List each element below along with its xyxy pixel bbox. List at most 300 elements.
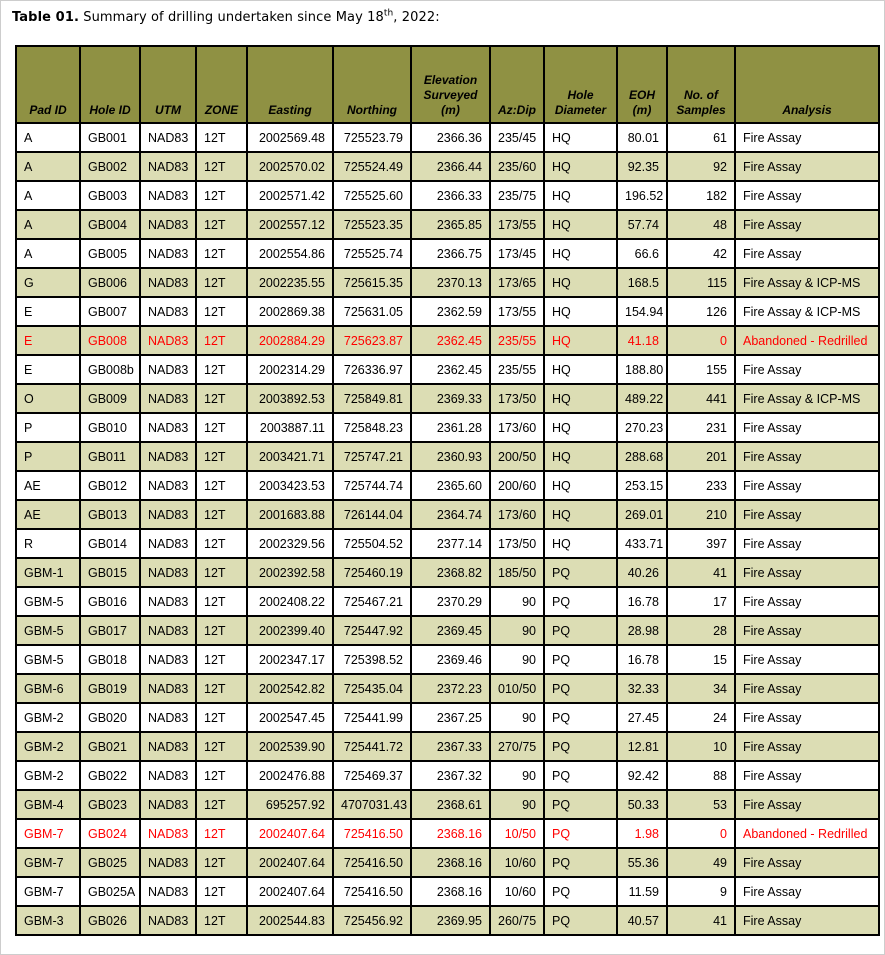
table-cell: HQ [544, 500, 617, 529]
table-cell: 235/75 [490, 181, 544, 210]
table-row [16, 732, 879, 761]
table-cell: 725848.23 [333, 413, 411, 442]
table-row [16, 210, 879, 239]
table-cell: 173/50 [490, 529, 544, 558]
table-cell: G [16, 268, 80, 297]
table-cell: 2002407.64 [247, 877, 333, 906]
table-cell: 173/60 [490, 413, 544, 442]
table-cell: 12T [196, 384, 247, 413]
table-row [16, 326, 879, 355]
table-cell: Abandoned - Redrilled [735, 326, 879, 355]
table-cell: Abandoned - Redrilled [735, 819, 879, 848]
table-cell: 41 [667, 906, 735, 935]
table-cell: 2003423.53 [247, 471, 333, 500]
table-cell: E [16, 355, 80, 384]
table-cell: GB016 [80, 587, 140, 616]
table-cell: 90 [490, 761, 544, 790]
table-cell: GBM-2 [16, 761, 80, 790]
table-cell: 12T [196, 906, 247, 935]
table-cell: 12T [196, 181, 247, 210]
table-cell: GBM-7 [16, 848, 80, 877]
table-cell: 12T [196, 210, 247, 239]
table-cell: PQ [544, 790, 617, 819]
column-header-2: UTM [140, 46, 196, 123]
table-row [16, 355, 879, 384]
table-cell: Fire Assay [735, 674, 879, 703]
table-cell: 2362.59 [411, 297, 490, 326]
table-cell: 90 [490, 645, 544, 674]
table-cell: NAD83 [140, 442, 196, 471]
table-cell: 2366.36 [411, 123, 490, 152]
table-cell: 397 [667, 529, 735, 558]
table-cell: 2002407.64 [247, 848, 333, 877]
table-cell: 2360.93 [411, 442, 490, 471]
table-row [16, 152, 879, 181]
table-cell: 2365.60 [411, 471, 490, 500]
column-header-8: Hole Diameter [544, 46, 617, 123]
table-cell: 12T [196, 529, 247, 558]
table-cell: Fire Assay [735, 123, 879, 152]
table-cell: Fire Assay [735, 906, 879, 935]
table-cell: 12T [196, 587, 247, 616]
table-cell: 235/55 [490, 326, 544, 355]
table-cell: PQ [544, 761, 617, 790]
table-cell: 196.52 [617, 181, 667, 210]
table-cell: GB005 [80, 239, 140, 268]
table-cell: 725631.05 [333, 297, 411, 326]
table-row [16, 587, 879, 616]
table-cell: 173/55 [490, 210, 544, 239]
table-cell: NAD83 [140, 210, 196, 239]
table-cell: AE [16, 500, 80, 529]
table-cell: PQ [544, 703, 617, 732]
table-cell: 32.33 [617, 674, 667, 703]
table-cell: 725744.74 [333, 471, 411, 500]
table-cell: 2369.95 [411, 906, 490, 935]
table-row [16, 616, 879, 645]
table-cell: Fire Assay [735, 181, 879, 210]
table-cell: 2002347.17 [247, 645, 333, 674]
table-row [16, 848, 879, 877]
table-row [16, 674, 879, 703]
table-cell: 2368.16 [411, 819, 490, 848]
table-cell: GB003 [80, 181, 140, 210]
table-cell: NAD83 [140, 906, 196, 935]
column-header-7: Az:Dip [490, 46, 544, 123]
table-row [16, 384, 879, 413]
table-cell: GBM-6 [16, 674, 80, 703]
table-cell: GBM-4 [16, 790, 80, 819]
table-cell: 2367.33 [411, 732, 490, 761]
table-cell: 725469.37 [333, 761, 411, 790]
table-cell: 210 [667, 500, 735, 529]
table-cell: PQ [544, 877, 617, 906]
table-row [16, 877, 879, 906]
table-cell: 2002408.22 [247, 587, 333, 616]
table-cell: 725525.60 [333, 181, 411, 210]
table-cell: 1.98 [617, 819, 667, 848]
table-cell: 10/50 [490, 819, 544, 848]
table-cell: 92 [667, 152, 735, 181]
table-caption-text: Summary of drilling undertaken since May 18 [79, 10, 384, 25]
table-cell: 235/60 [490, 152, 544, 181]
table-row [16, 790, 879, 819]
table-cell: A [16, 210, 80, 239]
table-cell: Fire Assay [735, 210, 879, 239]
table-cell: 725447.92 [333, 616, 411, 645]
table-cell: 725523.79 [333, 123, 411, 152]
table-row [16, 906, 879, 935]
column-header-6: Elevation Surveyed (m) [411, 46, 490, 123]
table-cell: 16.78 [617, 587, 667, 616]
table-cell: 17 [667, 587, 735, 616]
table-cell: 201 [667, 442, 735, 471]
table-cell: 12T [196, 877, 247, 906]
table-cell: GB024 [80, 819, 140, 848]
table-cell: 200/60 [490, 471, 544, 500]
column-header-10: No. of Samples [667, 46, 735, 123]
table-cell: 2370.13 [411, 268, 490, 297]
table-cell: Fire Assay [735, 703, 879, 732]
table-cell: Fire Assay [735, 529, 879, 558]
table-cell: 725416.50 [333, 877, 411, 906]
table-cell: 49 [667, 848, 735, 877]
table-row [16, 413, 879, 442]
table-row [16, 819, 879, 848]
table-row [16, 268, 879, 297]
table-cell: GB010 [80, 413, 140, 442]
table-cell: 115 [667, 268, 735, 297]
table-cell: NAD83 [140, 587, 196, 616]
table-cell: 2377.14 [411, 529, 490, 558]
table-cell: NAD83 [140, 819, 196, 848]
table-cell: 90 [490, 703, 544, 732]
table-cell: 57.74 [617, 210, 667, 239]
table-cell: GB015 [80, 558, 140, 587]
table-cell: 253.15 [617, 471, 667, 500]
table-row [16, 645, 879, 674]
table-cell: GB018 [80, 645, 140, 674]
header-row [16, 46, 879, 123]
table-cell: Fire Assay [735, 848, 879, 877]
table-cell: PQ [544, 848, 617, 877]
table-cell: 188.80 [617, 355, 667, 384]
table-cell: 231 [667, 413, 735, 442]
table-cell: HQ [544, 152, 617, 181]
table-cell: 9 [667, 877, 735, 906]
table-cell: NAD83 [140, 558, 196, 587]
table-cell: GB025 [80, 848, 140, 877]
table-cell: P [16, 413, 80, 442]
table-cell: 2002476.88 [247, 761, 333, 790]
table-cell: Fire Assay [735, 732, 879, 761]
table-cell: GB004 [80, 210, 140, 239]
table-cell: 12T [196, 674, 247, 703]
table-cell: 725523.35 [333, 210, 411, 239]
table-cell: 4707031.43 [333, 790, 411, 819]
table-cell: 2367.32 [411, 761, 490, 790]
table-cell: 48 [667, 210, 735, 239]
table-cell: 260/75 [490, 906, 544, 935]
table-cell: NAD83 [140, 848, 196, 877]
table-cell: GB025A [80, 877, 140, 906]
table-cell: GB020 [80, 703, 140, 732]
table-cell: 2366.33 [411, 181, 490, 210]
table-cell: 53 [667, 790, 735, 819]
table-cell: 725623.87 [333, 326, 411, 355]
table-cell: GB013 [80, 500, 140, 529]
table-cell: 433.71 [617, 529, 667, 558]
table-cell: 288.68 [617, 442, 667, 471]
table-cell: HQ [544, 326, 617, 355]
table-cell: NAD83 [140, 326, 196, 355]
table-cell: A [16, 181, 80, 210]
table-cell: NAD83 [140, 413, 196, 442]
table-cell: Fire Assay [735, 761, 879, 790]
table-cell: GB021 [80, 732, 140, 761]
table-cell: 725747.21 [333, 442, 411, 471]
table-cell: 2002570.02 [247, 152, 333, 181]
table-row [16, 442, 879, 471]
table-cell: 2002235.55 [247, 268, 333, 297]
table-cell: 2362.45 [411, 355, 490, 384]
table-cell: 12T [196, 703, 247, 732]
table-cell: 2002884.29 [247, 326, 333, 355]
table-cell: NAD83 [140, 471, 196, 500]
table-cell: 2002547.45 [247, 703, 333, 732]
table-cell: Fire Assay [735, 616, 879, 645]
table-cell: 441 [667, 384, 735, 413]
column-header-11: Analysis [735, 46, 879, 123]
table-cell: 725524.49 [333, 152, 411, 181]
table-cell: 12T [196, 500, 247, 529]
table-cell: 726144.04 [333, 500, 411, 529]
table-cell: 12T [196, 326, 247, 355]
table-cell: 2366.75 [411, 239, 490, 268]
table-cell: GB006 [80, 268, 140, 297]
table-cell: 12T [196, 413, 247, 442]
table-caption [12, 10, 884, 25]
table-cell: 725398.52 [333, 645, 411, 674]
table-cell: Fire Assay [735, 239, 879, 268]
table-cell: 27.45 [617, 703, 667, 732]
table-cell: O [16, 384, 80, 413]
table-cell: 2368.16 [411, 848, 490, 877]
table-cell: 2002544.83 [247, 906, 333, 935]
table-cell: GBM-2 [16, 703, 80, 732]
table-cell: GBM-5 [16, 645, 80, 674]
table-cell: GBM-5 [16, 587, 80, 616]
table-cell: 2002539.90 [247, 732, 333, 761]
table-cell: 155 [667, 355, 735, 384]
table-cell: NAD83 [140, 529, 196, 558]
table-cell: 2369.45 [411, 616, 490, 645]
table-cell: R [16, 529, 80, 558]
table-cell: 173/65 [490, 268, 544, 297]
table-cell: NAD83 [140, 616, 196, 645]
table-row [16, 181, 879, 210]
table-cell: HQ [544, 297, 617, 326]
table-row [16, 558, 879, 587]
table-cell: 90 [490, 587, 544, 616]
table-cell: GB002 [80, 152, 140, 181]
table-cell: HQ [544, 268, 617, 297]
table-cell: A [16, 123, 80, 152]
table-cell: 12T [196, 848, 247, 877]
table-cell: E [16, 297, 80, 326]
table-cell: 12.81 [617, 732, 667, 761]
table-cell: PQ [544, 616, 617, 645]
table-cell: 66.6 [617, 239, 667, 268]
table-cell: GB011 [80, 442, 140, 471]
table-cell: 269.01 [617, 500, 667, 529]
table-cell: GB019 [80, 674, 140, 703]
table-cell: 725525.74 [333, 239, 411, 268]
table-cell: GB026 [80, 906, 140, 935]
table-cell: 2368.61 [411, 790, 490, 819]
table-cell: 2002399.40 [247, 616, 333, 645]
table-cell: 2002329.56 [247, 529, 333, 558]
table-cell: GB023 [80, 790, 140, 819]
table-cell: Fire Assay [735, 471, 879, 500]
table-cell: 40.57 [617, 906, 667, 935]
table-cell: 10/60 [490, 877, 544, 906]
table-cell: 2002557.12 [247, 210, 333, 239]
table-cell: GB022 [80, 761, 140, 790]
table-cell: 2372.23 [411, 674, 490, 703]
table-cell: 154.94 [617, 297, 667, 326]
column-header-4: Easting [247, 46, 333, 123]
table-cell: E [16, 326, 80, 355]
table-cell: 2003421.71 [247, 442, 333, 471]
table-cell: 2002571.42 [247, 181, 333, 210]
table-cell: 12T [196, 645, 247, 674]
table-row [16, 239, 879, 268]
table-cell: 725615.35 [333, 268, 411, 297]
table-row [16, 500, 879, 529]
table-cell: NAD83 [140, 181, 196, 210]
table-cell: 42 [667, 239, 735, 268]
table-caption-label: Table 01. [12, 10, 79, 25]
table-cell: 2002554.86 [247, 239, 333, 268]
table-cell: 2003892.53 [247, 384, 333, 413]
table-cell: PQ [544, 645, 617, 674]
table-cell: 182 [667, 181, 735, 210]
table-row [16, 703, 879, 732]
table-caption-suffix: , 2022: [393, 10, 440, 25]
table-cell: 90 [490, 790, 544, 819]
table-cell: A [16, 152, 80, 181]
table-cell: HQ [544, 123, 617, 152]
table-row [16, 529, 879, 558]
table-cell: NAD83 [140, 732, 196, 761]
table-cell: NAD83 [140, 297, 196, 326]
table-cell: 2002407.64 [247, 819, 333, 848]
table-cell: 489.22 [617, 384, 667, 413]
table-cell: 270.23 [617, 413, 667, 442]
table-cell: 233 [667, 471, 735, 500]
table-cell: 168.5 [617, 268, 667, 297]
table-cell: 28.98 [617, 616, 667, 645]
table-cell: 2002569.48 [247, 123, 333, 152]
table-cell: 2365.85 [411, 210, 490, 239]
table-cell: NAD83 [140, 355, 196, 384]
table-cell: 12T [196, 790, 247, 819]
table-cell: NAD83 [140, 239, 196, 268]
table-cell: A [16, 239, 80, 268]
table-cell: 50.33 [617, 790, 667, 819]
table-cell: 28 [667, 616, 735, 645]
table-cell: Fire Assay & ICP-MS [735, 384, 879, 413]
table-cell: GB009 [80, 384, 140, 413]
table-cell: NAD83 [140, 384, 196, 413]
table-cell: HQ [544, 413, 617, 442]
table-cell: PQ [544, 819, 617, 848]
table-cell: 185/50 [490, 558, 544, 587]
table-cell: HQ [544, 355, 617, 384]
table-cell: GBM-3 [16, 906, 80, 935]
table-cell: 725467.21 [333, 587, 411, 616]
table-cell: 2003887.11 [247, 413, 333, 442]
table-cell: GB014 [80, 529, 140, 558]
table-cell: NAD83 [140, 123, 196, 152]
table-cell: 235/55 [490, 355, 544, 384]
table-cell: 12T [196, 268, 247, 297]
table-cell: 12T [196, 297, 247, 326]
table-cell: 15 [667, 645, 735, 674]
table-cell: GBM-1 [16, 558, 80, 587]
table-cell: 41.18 [617, 326, 667, 355]
table-cell: 90 [490, 616, 544, 645]
table-cell: 11.59 [617, 877, 667, 906]
table-cell: 2369.33 [411, 384, 490, 413]
table-cell: 12T [196, 355, 247, 384]
table-cell: 2366.44 [411, 152, 490, 181]
column-header-5: Northing [333, 46, 411, 123]
table-cell: NAD83 [140, 877, 196, 906]
table-cell: 725460.19 [333, 558, 411, 587]
table-cell: PQ [544, 732, 617, 761]
table-row [16, 471, 879, 500]
table-cell: GBM-2 [16, 732, 80, 761]
table-cell: 126 [667, 297, 735, 326]
table-cell: 2361.28 [411, 413, 490, 442]
table-cell: 2369.46 [411, 645, 490, 674]
table-cell: Fire Assay [735, 645, 879, 674]
table-cell: 235/45 [490, 123, 544, 152]
table-cell: 55.36 [617, 848, 667, 877]
table-cell: 2002542.82 [247, 674, 333, 703]
table-cell: Fire Assay [735, 442, 879, 471]
table-cell: Fire Assay [735, 355, 879, 384]
table-cell: AE [16, 471, 80, 500]
table-cell: 88 [667, 761, 735, 790]
table-cell: GB001 [80, 123, 140, 152]
table-cell: 80.01 [617, 123, 667, 152]
table-cell: Fire Assay [735, 500, 879, 529]
table-cell: 725441.99 [333, 703, 411, 732]
table-cell: Fire Assay [735, 587, 879, 616]
table-cell: 695257.92 [247, 790, 333, 819]
table-cell: 173/55 [490, 297, 544, 326]
table-caption-superscript: th [383, 8, 394, 19]
table-cell: 10/60 [490, 848, 544, 877]
table-cell: 92.35 [617, 152, 667, 181]
table-cell: 725416.50 [333, 819, 411, 848]
table-cell: 2368.82 [411, 558, 490, 587]
table-cell: 0 [667, 819, 735, 848]
table-cell: 2367.25 [411, 703, 490, 732]
